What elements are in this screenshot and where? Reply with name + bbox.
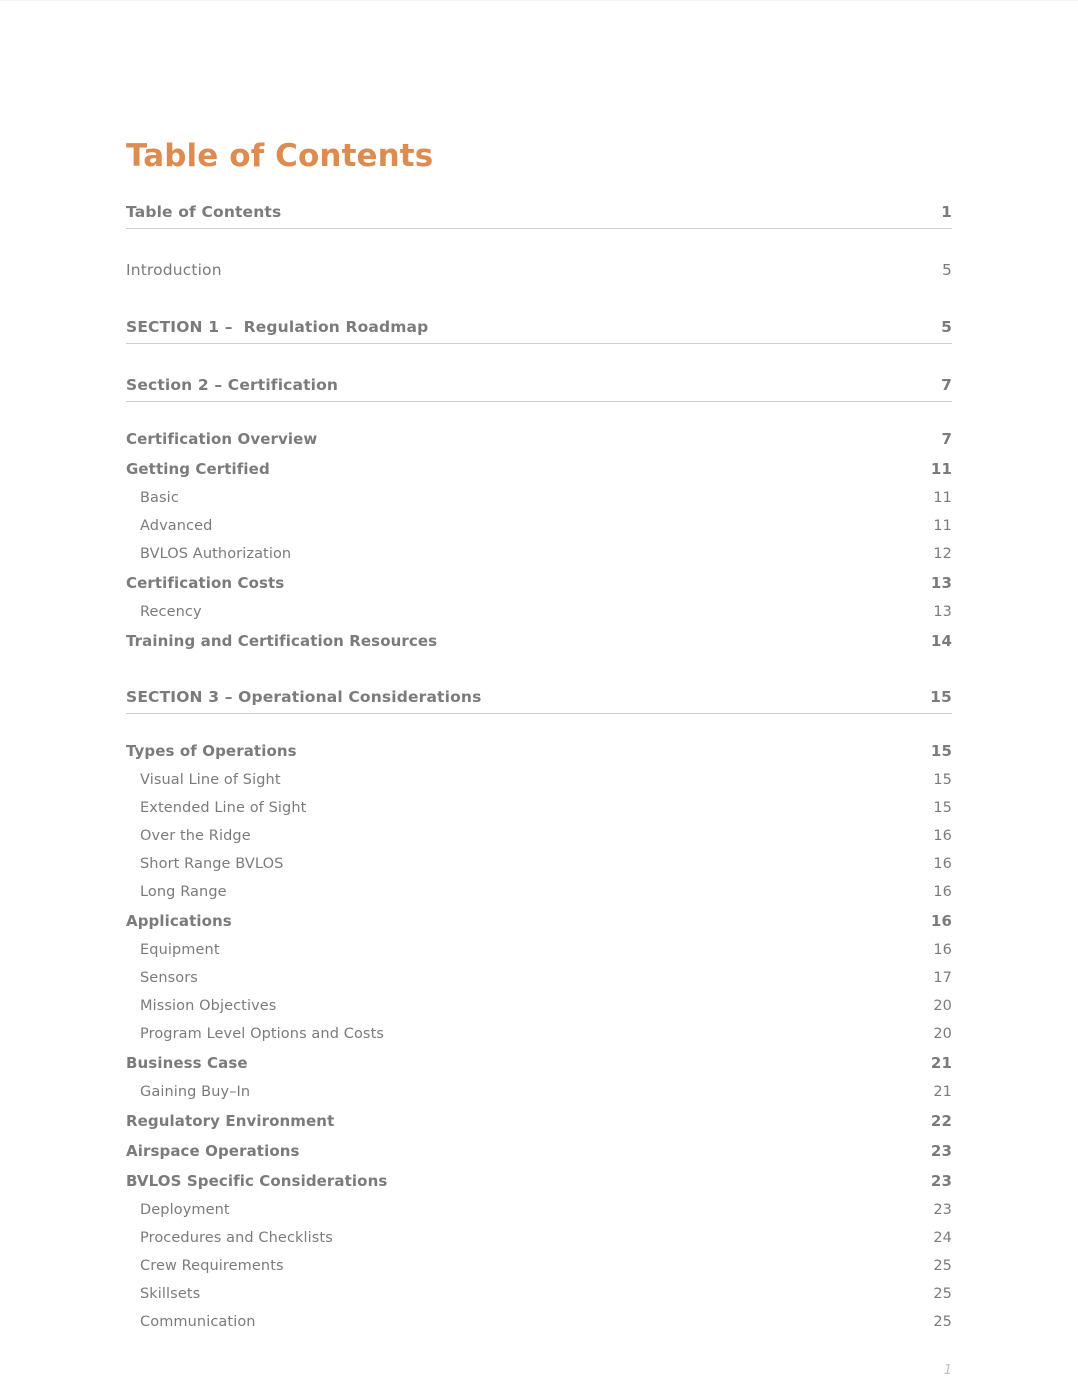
toc-leader	[200, 1297, 933, 1298]
toc-leader	[281, 783, 934, 784]
toc-content	[126, 139, 952, 1336]
toc-entry-page-number: 15	[933, 800, 952, 817]
toc-entry-label: Long Range	[140, 884, 227, 901]
toc-leader	[283, 867, 933, 868]
toc-leader	[222, 274, 942, 275]
toc-entry-page-number: 25	[933, 1314, 952, 1331]
toc-entry-page-number: 1	[941, 203, 952, 222]
toc-entry-page-number: 20	[933, 998, 952, 1015]
toc-entry[interactable]	[126, 1106, 952, 1136]
toc-entry-page-number: 16	[933, 942, 952, 959]
toc-entry[interactable]	[126, 992, 952, 1020]
toc-entry-page-number: 5	[941, 318, 952, 337]
toc-entry[interactable]	[126, 484, 952, 512]
toc-entry-label: Advanced	[140, 518, 213, 535]
toc-leader	[256, 1325, 934, 1326]
toc-entry[interactable]	[126, 203, 952, 229]
toc-entry-page-number: 11	[930, 460, 952, 479]
toc-entry-label: Over the Ridge	[140, 828, 251, 845]
toc-entry-label: Airspace Operations	[126, 1142, 300, 1161]
toc-leader	[270, 473, 931, 474]
toc-entry[interactable]	[126, 766, 952, 794]
toc-leader	[281, 216, 941, 217]
table-of-contents-list	[126, 203, 952, 1336]
toc-entry-label: Crew Requirements	[140, 1258, 284, 1275]
toc-entry[interactable]	[126, 598, 952, 626]
toc-entry-page-number: 13	[930, 574, 952, 593]
toc-entry-label: Getting Certified	[126, 460, 270, 479]
toc-entry-page-number: 7	[941, 430, 952, 449]
toc-entry[interactable]	[126, 626, 952, 656]
toc-entry[interactable]	[126, 1224, 952, 1252]
toc-entry-page-number: 5	[941, 261, 952, 280]
toc-entry-page-number: 23	[933, 1202, 952, 1219]
toc-entry-page-number: 13	[933, 604, 952, 621]
toc-entry-page-number: 16	[933, 856, 952, 873]
toc-leader	[300, 1155, 931, 1156]
toc-entry-label: Table of Contents	[126, 203, 282, 222]
toc-entry-label: Recency	[140, 604, 202, 621]
toc-entry-label: Business Case	[126, 1054, 248, 1073]
toc-entry-label: Deployment	[140, 1202, 230, 1219]
toc-leader	[306, 811, 933, 812]
toc-entry[interactable]	[126, 512, 952, 540]
toc-leader	[248, 1067, 931, 1068]
toc-leader	[251, 839, 934, 840]
toc-entry-page-number: 14	[930, 632, 952, 651]
toc-leader	[198, 981, 933, 982]
toc-entry-label: Procedures and Checklists	[140, 1230, 333, 1247]
toc-entry[interactable]	[126, 261, 952, 286]
toc-entry-label: Communication	[140, 1314, 256, 1331]
toc-entry[interactable]	[126, 736, 952, 766]
toc-entry-label: Regulatory Environment	[126, 1112, 335, 1131]
toc-entry[interactable]	[126, 936, 952, 964]
toc-entry[interactable]	[126, 376, 952, 402]
toc-entry-label: Equipment	[140, 942, 220, 959]
toc-entry-label: Program Level Options and Costs	[140, 1026, 385, 1043]
toc-entry[interactable]	[126, 794, 952, 822]
toc-leader	[284, 587, 931, 588]
toc-leader	[333, 1241, 933, 1242]
toc-leader	[437, 645, 931, 646]
toc-leader	[428, 331, 941, 332]
toc-entry-page-number: 16	[933, 828, 952, 845]
toc-entry[interactable]	[126, 1078, 952, 1106]
toc-entry-label: SECTION 3 – Operational Considerations	[126, 688, 482, 707]
toc-entry-page-number: 23	[930, 1172, 952, 1191]
toc-entry-page-number: 16	[933, 884, 952, 901]
toc-entry-page-number: 25	[933, 1258, 952, 1275]
toc-leader	[317, 443, 941, 444]
toc-entry-page-number: 15	[930, 688, 952, 707]
toc-entry[interactable]	[126, 822, 952, 850]
toc-entry-label: SECTION 1 – Regulation Roadmap	[126, 318, 429, 337]
toc-entry-label: Mission Objectives	[140, 998, 277, 1015]
toc-entry[interactable]	[126, 850, 952, 878]
toc-entry-label: Skillsets	[140, 1286, 201, 1303]
toc-leader	[232, 925, 931, 926]
toc-leader	[334, 1125, 931, 1126]
toc-entry[interactable]	[126, 1252, 952, 1280]
toc-leader	[202, 615, 934, 616]
toc-leader	[276, 1009, 933, 1010]
toc-leader	[250, 1095, 933, 1096]
toc-entry-label: Section 2 – Certification	[126, 376, 339, 395]
toc-entry[interactable]	[126, 1280, 952, 1308]
toc-entry[interactable]	[126, 1136, 952, 1166]
toc-leader	[220, 953, 934, 954]
toc-entry[interactable]	[126, 318, 952, 344]
toc-entry-page-number: 22	[930, 1112, 952, 1131]
toc-entry-page-number: 16	[930, 912, 952, 931]
toc-entry-page-number: 11	[933, 518, 952, 535]
toc-entry[interactable]	[126, 906, 952, 936]
toc-entry[interactable]	[126, 1308, 952, 1336]
toc-entry-page-number: 12	[933, 546, 952, 563]
toc-entry-label: Gaining Buy–In	[140, 1084, 251, 1101]
toc-entry[interactable]	[126, 424, 952, 454]
toc-leader	[481, 701, 930, 702]
toc-entry-page-number: 24	[933, 1230, 952, 1247]
toc-entry-label: Certification Overview	[126, 430, 318, 449]
toc-entry-page-number: 15	[933, 772, 952, 789]
toc-entry[interactable]	[126, 568, 952, 598]
toc-entry-label: Short Range BVLOS	[140, 856, 284, 873]
toc-entry-page-number: 25	[933, 1286, 952, 1303]
toc-entry-page-number: 21	[933, 1084, 952, 1101]
toc-leader	[230, 1213, 934, 1214]
toc-leader	[291, 557, 933, 558]
toc-leader	[384, 1037, 933, 1038]
toc-entry[interactable]	[126, 454, 952, 484]
toc-entry[interactable]	[126, 1048, 952, 1078]
toc-entry[interactable]	[126, 1196, 952, 1224]
footer-page-number: 1	[943, 1363, 952, 1378]
toc-entry-label: Applications	[126, 912, 232, 931]
toc-entry-label: Types of Operations	[126, 742, 297, 761]
toc-entry-page-number: 21	[930, 1054, 952, 1073]
toc-leader	[387, 1185, 931, 1186]
toc-entry[interactable]	[126, 964, 952, 992]
toc-entry[interactable]	[126, 878, 952, 906]
toc-entry-label: BVLOS Specific Considerations	[126, 1172, 388, 1191]
toc-entry-label: Basic	[140, 490, 179, 507]
toc-entry-label: BVLOS Authorization	[140, 546, 292, 563]
toc-leader	[284, 1269, 934, 1270]
toc-entry-label: Extended Line of Sight	[140, 800, 307, 817]
toc-entry-page-number: 15	[930, 742, 952, 761]
toc-entry-page-number: 17	[933, 970, 952, 987]
toc-entry-page-number: 23	[930, 1142, 952, 1161]
toc-entry-label: Visual Line of Sight	[140, 772, 281, 789]
toc-entry-page-number: 7	[941, 376, 952, 395]
toc-entry-page-number: 20	[933, 1026, 952, 1043]
toc-leader	[227, 895, 934, 896]
toc-entry-label: Introduction	[126, 261, 222, 280]
toc-entry-label: Certification Costs	[126, 574, 285, 593]
toc-entry[interactable]	[126, 540, 952, 568]
toc-entry-label: Training and Certification Resources	[126, 632, 438, 651]
toc-leader	[297, 755, 931, 756]
page-title: Table of Contents	[126, 138, 434, 174]
toc-entry[interactable]	[126, 1166, 952, 1196]
toc-entry-page-number: 11	[933, 490, 952, 507]
toc-entry[interactable]	[126, 1020, 952, 1048]
toc-entry-label: Sensors	[140, 970, 198, 987]
toc-leader	[212, 529, 933, 530]
toc-leader	[338, 389, 941, 390]
toc-leader	[179, 501, 933, 502]
toc-entry[interactable]	[126, 688, 952, 714]
